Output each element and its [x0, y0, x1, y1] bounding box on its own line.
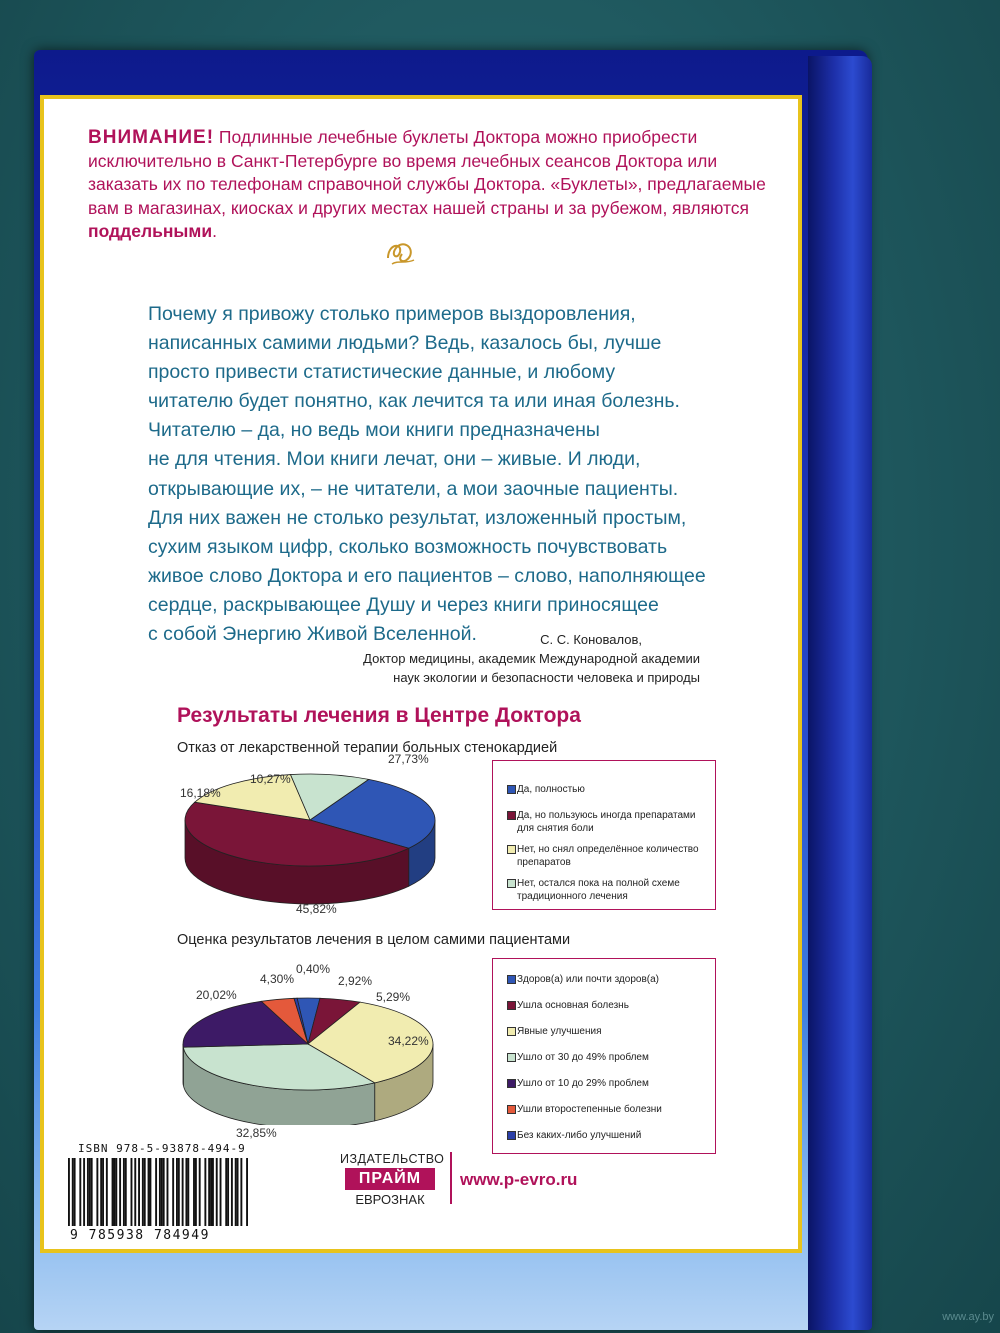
barcode-bar: [199, 1158, 201, 1226]
ornament-icon: [384, 236, 418, 270]
quote-line: написанных самими людьми? Ведь, казалось бы, лучше: [148, 332, 662, 355]
barcode-bar: [235, 1158, 237, 1226]
chart2-title: Оценка результатов лечения в целом самими пациентами: [177, 932, 571, 948]
barcode-bar: [220, 1158, 222, 1226]
barcode-bar: [163, 1158, 165, 1226]
barcode-bar: [204, 1158, 206, 1226]
barcode-bar: [246, 1158, 248, 1226]
chart2-label: 34,22%: [388, 1034, 429, 1048]
barcode-bar: [79, 1158, 81, 1226]
barcode-bar: [237, 1158, 239, 1226]
quote-block: [148, 300, 788, 649]
chart2-label: 20,02%: [196, 988, 237, 1002]
quote-line: не для чтения. Мои книги лечат, они – живые. И люди,: [148, 448, 641, 471]
barcode-bar: [159, 1158, 161, 1226]
barcode-bar: [72, 1158, 74, 1226]
chart1-legend-item: Нет, остался пока на полной схеме традиционного лечения: [517, 877, 703, 903]
barcode-bar: [112, 1158, 114, 1226]
chart1-pie: [170, 760, 470, 920]
quote-line: сердце, раскрывающее Душу и через книги приносящее: [148, 593, 659, 616]
author-title-1: Доктор медицины, академик Международной академии: [363, 651, 700, 666]
chart1-legend-item: Да, но пользуюсь иногда препаратами для снятия боли: [517, 809, 703, 835]
isbn-text: ISBN 978-5-93878-494-9: [78, 1142, 246, 1155]
author-title-2: наук экологии и безопасности человека и природы: [393, 670, 700, 685]
barcode-bar: [148, 1158, 150, 1226]
barcode-bar: [100, 1158, 102, 1226]
barcode-bar: [172, 1158, 174, 1226]
barcode-bar: [231, 1158, 233, 1226]
chart2-legend-item: Ушли второстепенные болезни: [517, 1103, 703, 1116]
warning-paragraph: [88, 126, 768, 244]
barcode-bar: [208, 1158, 210, 1226]
barcode-bar: [102, 1158, 104, 1226]
quote-line: с собой Энергию Живой Вселенной.: [148, 623, 477, 646]
quote-line: просто привести статистические данные, и любому: [148, 361, 616, 384]
chart2-label: 4,30%: [260, 972, 295, 986]
barcode-bar: [227, 1158, 229, 1226]
chart1-label: 45,82%: [296, 902, 337, 916]
quote-line: Читателю – да, но ведь мои книги предназначены: [148, 419, 600, 442]
chart2-legend-item: Ушло от 30 до 49% проблем: [517, 1051, 703, 1064]
chart1-legend-item: Нет, но снял определённое количество препаратов: [517, 843, 703, 869]
book-spine: [808, 56, 872, 1330]
barcode-bar: [131, 1158, 133, 1226]
quote-line: Для них важен не столько результат, изложенный простым,: [148, 506, 687, 529]
barcode-bar: [193, 1158, 195, 1226]
barcode-bar: [96, 1158, 98, 1226]
chart2-legend: [492, 958, 716, 1154]
barcode-bar: [178, 1158, 180, 1226]
barcode-bar: [142, 1158, 144, 1226]
chart2-legend-item: Здоров(а) или почти здоров(а): [517, 973, 703, 986]
barcode-bar: [125, 1158, 127, 1226]
barcode-bar: [182, 1158, 184, 1226]
publisher-line-2: ПРАЙМ: [345, 1168, 435, 1190]
publisher-line-1: ИЗДАТЕЛЬСТВО: [340, 1152, 445, 1166]
chart1-label: 16,18%: [180, 786, 221, 800]
chart2-legend-item: Ушло от 10 до 29% проблем: [517, 1077, 703, 1090]
chart2-label: 5,29%: [376, 990, 411, 1004]
quote-line: открывающие их, – не читатели, а мои заочные пациенты.: [148, 477, 679, 500]
chart2-label: 2,92%: [338, 974, 373, 988]
quote-line: живое слово Доктора и его пациентов – слово, наполняющее: [148, 564, 706, 587]
barcode-bar: [123, 1158, 125, 1226]
barcode-bar: [161, 1158, 163, 1226]
publisher-divider: [450, 1152, 452, 1204]
warning-text: Подлинные лечебные буклеты Доктора можно приобрести исключительно в Санкт-Петербурге во время лечебных сеансов Доктора или заказать их по телефонам справочной службы Доктора. «Буклеты», предлагаемые вам в магазинах, киосках и других местах нашей страны и за рубежом, являются: [88, 127, 766, 218]
barcode-bar: [185, 1158, 187, 1226]
barcode-bar: [115, 1158, 117, 1226]
publisher-url: www.p-evro.ru: [460, 1170, 578, 1189]
barcode-bar: [83, 1158, 85, 1226]
chart1-legend: [492, 760, 716, 910]
barcode-bar: [74, 1158, 76, 1226]
chart1-label: 27,73%: [388, 752, 429, 766]
chart2-label: 32,85%: [236, 1126, 277, 1140]
author-block: [363, 630, 700, 687]
barcode-bar: [225, 1158, 227, 1226]
chart2-legend-item: Ушла основная болезнь: [517, 999, 703, 1012]
barcode: [68, 1158, 248, 1226]
barcode-bar: [155, 1158, 157, 1226]
barcode-bar: [149, 1158, 151, 1226]
quote-line: сухим языком цифр, сколько возможность почувствовать: [148, 535, 668, 558]
barcode-bar: [68, 1158, 70, 1226]
barcode-bar: [176, 1158, 178, 1226]
quote-line: Почему я привожу столько примеров выздоровления,: [148, 303, 636, 325]
publisher-line-3: ЕВРОЗНАК: [355, 1192, 425, 1207]
barcode-bar: [138, 1158, 140, 1226]
chart2-legend-item: Без каких-либо улучшений: [517, 1129, 703, 1142]
barcode-bar: [134, 1158, 136, 1226]
watermark: www.ay.by: [942, 1311, 994, 1323]
chart1-title: Отказ от лекарственной терапии больных стенокардией: [177, 740, 558, 756]
barcode-bar: [240, 1158, 242, 1226]
results-title: Результаты лечения в Центре Доктора: [177, 704, 581, 727]
chart1-label: 10,27%: [250, 772, 291, 786]
barcode-bar: [144, 1158, 146, 1226]
barcode-bar: [91, 1158, 93, 1226]
barcode-digits: 9 785938 784949: [70, 1228, 210, 1243]
author-name: С. С. Коновалов,: [540, 632, 642, 647]
barcode-bar: [119, 1158, 121, 1226]
barcode-bar: [106, 1158, 108, 1226]
warning-heading: ВНИМАНИЕ!: [88, 127, 215, 148]
chart2-label: 0,40%: [296, 962, 331, 976]
barcode-bar: [187, 1158, 189, 1226]
barcode-bar: [113, 1158, 115, 1226]
barcode-bar: [167, 1158, 169, 1226]
publisher-logo: [340, 1152, 445, 1207]
warning-tail: .: [212, 221, 217, 241]
barcode-bar: [87, 1158, 89, 1226]
quote-line: читателю будет понятно, как лечится та или иная болезнь.: [148, 390, 680, 413]
warning-bold: поддельными: [88, 221, 213, 241]
barcode-bar: [195, 1158, 197, 1226]
barcode-bar: [216, 1158, 218, 1226]
chart2-legend-item: Явные улучшения: [517, 1025, 703, 1038]
barcode-bar: [210, 1158, 212, 1226]
barcode-bar: [89, 1158, 91, 1226]
barcode-bar: [212, 1158, 214, 1226]
chart1-legend-item: Да, полностью: [517, 783, 703, 796]
